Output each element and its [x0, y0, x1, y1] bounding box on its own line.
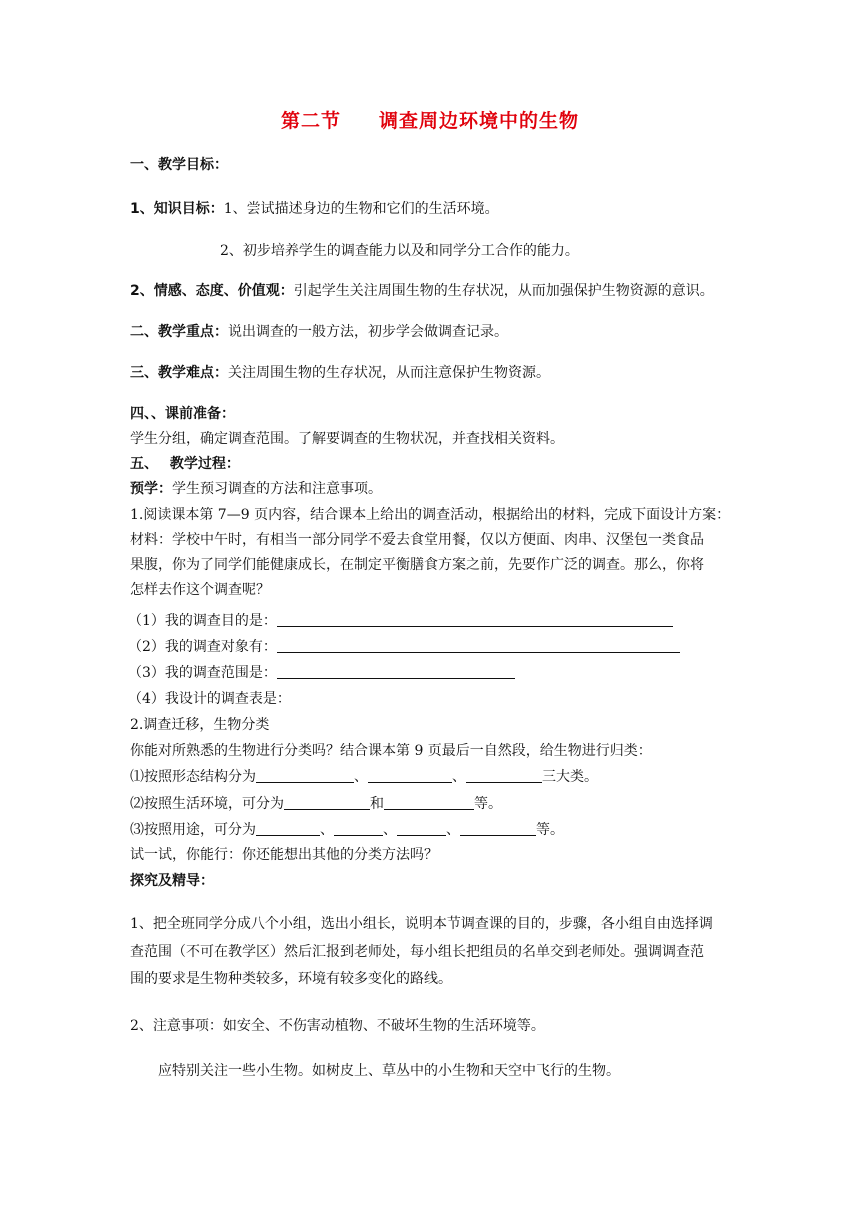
classify-structure-suffix: 三大类。	[542, 769, 598, 785]
preview-label: 预学：	[130, 481, 172, 497]
environment-blank-2[interactable]	[384, 795, 474, 810]
try-other-methods: 试一试，你能行：你还能想出其他的分类方法吗？	[130, 847, 438, 863]
preparation-heading: 四、、课前准备：	[130, 406, 235, 422]
environment-blank-1[interactable]	[284, 795, 370, 810]
knowledge-goal-item-2: 2、初步培养学生的调查能力以及和同学分工合作的能力。	[220, 243, 579, 259]
emotion-goal-label: 2、情感、态度、价值观：	[130, 283, 294, 299]
key-point-text: 说出调查的一般方法，初步学会做调查记录。	[228, 324, 508, 340]
process-heading: 五、 教学过程：	[130, 456, 240, 472]
question-subjects	[128, 637, 680, 657]
separator: 、	[383, 822, 397, 838]
classify-use-label: ⑶按照用途，可分为	[130, 822, 256, 838]
conjunction: 和	[370, 796, 384, 812]
material-line-2: 果腹，你为了同学们能健康成长，在制定平衡膳食方案之前，先要作广泛的调查。那么，你将	[130, 557, 704, 573]
explore-paragraph-3: 应特别关注一些小生物。如树皮上、草丛中的小生物和天空中飞行的生物。	[158, 1063, 620, 1079]
material-line-3: 怎样去作这个调查呢？	[130, 582, 270, 598]
subjects-answer-blank[interactable]	[277, 638, 680, 653]
classify-by-environment	[130, 794, 502, 814]
explore-paragraph-1-line-1: 1、把全班同学分成八个小组，选出小组长，说明本节调查课的目的，步骤，各小组自由选择调	[130, 916, 713, 932]
separator: 、	[354, 769, 368, 785]
key-point-label: 二、教学重点：	[130, 324, 228, 340]
question-subjects-label: （2）我的调查对象有：	[128, 639, 277, 655]
section-title: 调查周边环境中的生物	[379, 110, 580, 132]
separator: 、	[452, 769, 466, 785]
classify-by-use	[130, 820, 564, 840]
section-number: 第二节	[280, 110, 341, 132]
explore-paragraph-1-line-2: 查范围（不可在教学区）然后汇报到老师处，每小组长把组员的名单交到老师处。强调调查范	[130, 944, 704, 960]
explore-heading: 探究及精导：	[130, 873, 214, 889]
question-scope-label: （3）我的调查范围是：	[128, 665, 277, 681]
preview-text: 学生预习调查的方法和注意事项。	[172, 481, 382, 497]
explore-paragraph-1-line-3: 围的要求是生物种类较多，环境有较多变化的路线。	[130, 971, 452, 987]
preparation-text: 学生分组，确定调查范围。了解要调查的生物状况，并查找相关资料。	[130, 431, 564, 447]
knowledge-goal-item-1: 1、尝试描述身边的生物和它们的生活环境。	[223, 201, 499, 217]
difficulty-text: 关注周围生物的生存状况，从而注意保护生物资源。	[228, 365, 550, 381]
material-line-1: 材料：学校中午时，有相当一部分同学不爱去食堂用餐，仅以方便面、肉串、汉堡包一类食品	[130, 532, 704, 548]
scope-answer-blank[interactable]	[277, 664, 515, 679]
question-purpose	[128, 611, 673, 631]
classify-by-structure	[130, 767, 598, 787]
structure-blank-3[interactable]	[466, 768, 542, 783]
task2-heading: 2.调查迁移，生物分类	[130, 717, 270, 733]
emotion-goal-line	[130, 281, 714, 301]
explore-paragraph-2: 2、注意事项：如安全、不伤害动植物、不破坏生物的生活环境等。	[130, 1018, 545, 1034]
emotion-goal-text: 引起学生关注周围生物的生存状况，从而加强保护生物资源的意识。	[293, 283, 714, 299]
knowledge-goal-line	[130, 199, 499, 219]
preview-line	[130, 479, 382, 499]
knowledge-goal-label: 1、知识目标：	[130, 201, 224, 217]
difficulty-label: 三、教学难点：	[130, 365, 228, 381]
separator: 、	[320, 822, 334, 838]
classify-use-suffix: 等。	[536, 822, 564, 838]
classify-environment-suffix: 等。	[474, 796, 502, 812]
use-blank-3[interactable]	[397, 821, 446, 836]
page-title	[0, 106, 860, 133]
use-blank-4[interactable]	[460, 821, 536, 836]
question-scope	[128, 663, 515, 683]
purpose-answer-blank[interactable]	[277, 612, 673, 627]
key-point-line	[130, 322, 508, 342]
difficulty-line	[130, 363, 550, 383]
question-purpose-label: （1）我的调查目的是：	[128, 613, 277, 629]
teaching-goals-heading: 一、教学目标：	[130, 157, 228, 173]
structure-blank-2[interactable]	[368, 768, 452, 783]
classify-environment-label: ⑵按照生活环境，可分为	[130, 796, 284, 812]
task2-intro: 你能对所熟悉的生物进行分类吗？结合课本第 9 页最后一自然段，给生物进行归类：	[130, 743, 652, 759]
structure-blank-1[interactable]	[256, 768, 354, 783]
question-survey-table: （4）我设计的调查表是：	[128, 691, 291, 707]
task1-instruction: 1.阅读课本第 7—9 页内容，结合课本上给出的调查活动，根据给出的材料，完成下面设计方案：	[130, 507, 731, 523]
classify-structure-label: ⑴按照形态结构分为	[130, 769, 256, 785]
use-blank-1[interactable]	[256, 821, 320, 836]
separator: 、	[446, 822, 460, 838]
use-blank-2[interactable]	[334, 821, 383, 836]
